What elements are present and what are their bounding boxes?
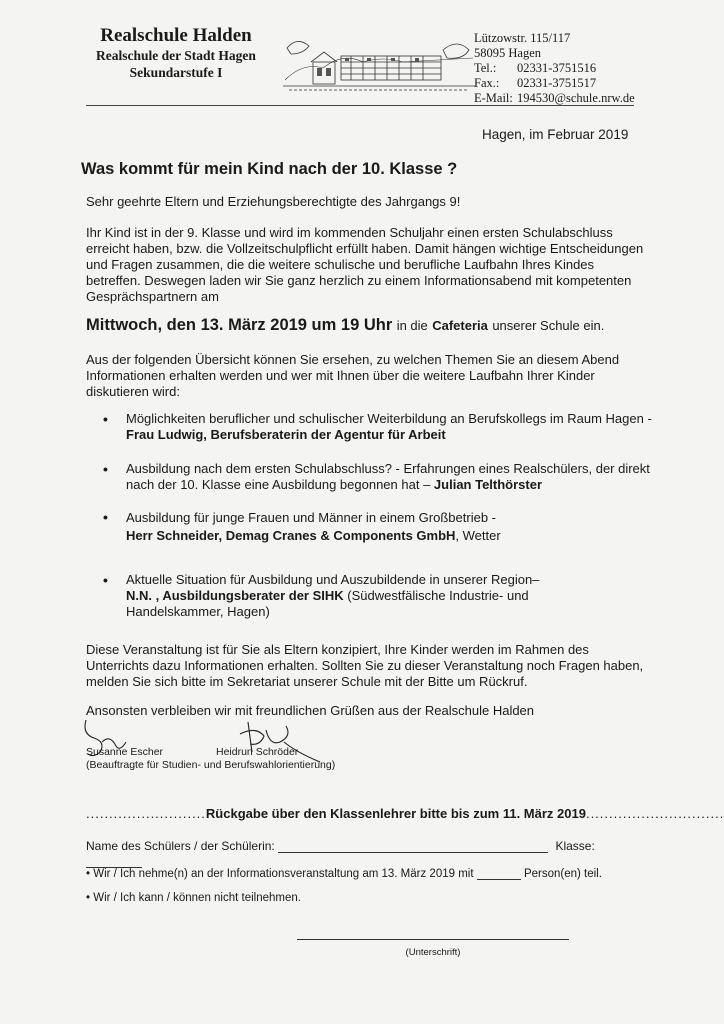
overview-paragraph: Aus der folgenden Übersicht können Sie ersehen, zu welchen Themen Sie an diesem Abend Informationen erhalten werden und wer mit Ihnen über die weitere Laufbahn Ihrer Kinder diskutieren wird: — [86, 352, 620, 399]
letter-date: Hagen, im Februar 2019 — [482, 127, 629, 142]
topic-speaker: Herr Schneider, Demag Cranes & Components GmbH — [126, 528, 456, 543]
bullet-icon: • — [103, 509, 108, 525]
bullet-icon: • — [103, 411, 108, 427]
topic-description: Ausbildung nach dem ersten Schulabschluss? - Erfahrungen eines Realschülers, der direkt nach der 10. Klasse eine Ausbildung begonnen hat – — [126, 461, 650, 492]
topic-speaker: Julian Telthörster — [433, 477, 543, 492]
address-city: 58095 Hagen — [474, 46, 541, 60]
student-name-label: Name des Schülers / der Schülerin: — [86, 839, 275, 853]
event-line — [86, 316, 604, 335]
fax-row — [474, 76, 635, 91]
attend-option[interactable] — [86, 867, 602, 880]
return-instruction — [86, 806, 724, 821]
event-in: in die — [396, 318, 428, 333]
signer-name-1: Susanne Escher — [86, 746, 164, 758]
email-address: 194530@schule.nrw.de — [517, 91, 635, 105]
school-subtitle-2: Sekundarstufe I — [129, 65, 223, 80]
intro-paragraph: Ihr Kind ist in der 9. Klasse und wird im kommenden Schuljahr einen ersten Schulabschluss erreicht haben, bzw. die Vollzeitschulpflicht erfüllt haben. Damit hängen wichtige Entscheidungen und Fragen zusammen, die die weitere schulische und berufliche Laufbahn Ihres Kindes betreffen. Deswegen laden wir Sie ganz herzlich zu einem Informationsabend mit kompetenten Gesprächspartnern am — [86, 225, 644, 304]
return-text: Rückgabe über den Klassenlehrer bitte bis zum 11. März 2019 — [205, 806, 586, 821]
dots-left: .......................... — [86, 806, 206, 821]
topic-speaker: N.N. , Ausbildungsberater der SIHK — [126, 588, 344, 603]
email-row — [474, 91, 635, 106]
fax-label: Fax.: — [474, 76, 500, 90]
attend-text-end: Person(en) teil. — [523, 868, 602, 880]
dots-right: .............................. — [585, 806, 724, 821]
school-subtitle-1: Realschule der Stadt Hagen — [96, 48, 256, 63]
decline-text: Wir / Ich kann / können nicht teilnehmen. — [93, 892, 301, 904]
closing-paragraph: Diese Veranstaltung ist für Sie als Eltern konzipiert, Ihre Kinder werden im Rahmen des Unterrichts dazu Informationen erhalten. Sollten Sie zu dieser Veranstaltung noch Fragen haben, melden Sie sich bitte im Sekretariat unserer Schule mit der Bitte um Rückruf. — [86, 642, 644, 689]
signer-role: (Beauftragte für Studien- und Berufswahlorientierung) — [86, 759, 336, 771]
attend-text: Wir / Ich nehme(n) an der Informationsveranstaltung am 13. März 2019 mit — [93, 868, 474, 880]
phone-label: Tel.: — [474, 61, 497, 75]
header-divider — [86, 105, 634, 106]
topic-description: Möglichkeiten beruflicher und schulischer Weiterbildung an Berufskollegs im Raum Hagen - — [126, 411, 652, 426]
phone-row — [474, 61, 635, 76]
persons-count-field[interactable] — [477, 867, 521, 880]
bullet-icon: • — [86, 892, 94, 904]
fax-number: 02331-3751517 — [517, 76, 597, 90]
topic-speaker-extra: (Südwestfälische Industrie- und Handelskammer, Hagen) — [126, 588, 529, 619]
decline-option[interactable] — [86, 892, 301, 904]
event-date: Mittwoch, den 13. März 2019 um 19 Uhr — [86, 316, 393, 334]
class-label: Klasse: — [555, 839, 595, 853]
bullet-icon: • — [86, 868, 94, 880]
topic-text — [126, 572, 576, 620]
signer-name-2: Heidrun Schröder — [216, 746, 299, 758]
school-building-sketch — [283, 32, 475, 94]
class-field[interactable] — [86, 853, 142, 868]
student-name-field[interactable] — [278, 838, 548, 853]
signature-caption: (Unterschrift) — [405, 947, 461, 958]
bullet-icon: • — [103, 572, 108, 588]
name-row — [86, 838, 636, 868]
address-street: Lützowstr. 115/117 — [474, 31, 571, 45]
topic-text — [126, 411, 666, 443]
phone-number: 02331-3751516 — [517, 61, 597, 75]
topic-speaker: Frau Ludwig, Berufsberaterin der Agentur für Arbeit — [126, 427, 446, 442]
topic-text — [126, 509, 666, 545]
topic-text — [126, 461, 666, 493]
event-rest: unserer Schule ein. — [492, 318, 605, 333]
topic-description: Ausbildung für junge Frauen und Männer in einem Großbetrieb - — [126, 510, 496, 525]
letter-title: Was kommt für mein Kind nach der 10. Klasse ? — [81, 160, 458, 178]
signature-line[interactable] — [297, 939, 569, 940]
salutation: Sehr geehrte Eltern und Erziehungsberechtigte des Jahrgangs 9! — [86, 194, 461, 209]
email-label: E-Mail: — [474, 91, 513, 105]
contact-block — [474, 31, 635, 106]
topic-description: Aktuelle Situation für Ausbildung und Auszubildende in unserer Region– — [126, 572, 540, 587]
school-subtitle — [78, 47, 274, 81]
school-name: Realschule Halden — [100, 25, 252, 46]
topic-speaker-extra: , Wetter — [455, 528, 501, 543]
regards-line: Ansonsten verbleiben wir mit freundlichen Grüßen aus der Realschule Halden — [86, 703, 535, 718]
bullet-icon: • — [103, 461, 108, 477]
event-place: Cafeteria — [432, 318, 488, 333]
